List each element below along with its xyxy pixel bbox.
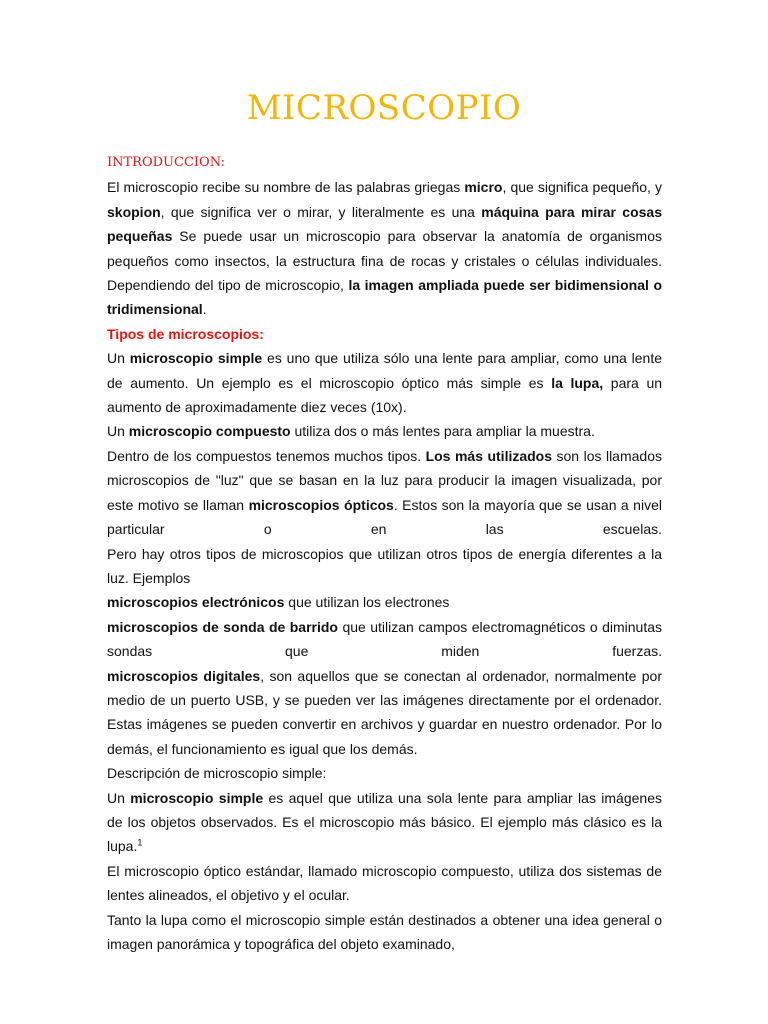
simple-paragraph: [107, 346, 662, 419]
document-body: [107, 151, 662, 956]
p10-text-c: es aquel que utiliza una sola lente para ampliar las imágenes de los objetos observados. Es el microscopio más básico. El ejemplo más clásico es la lupa.: [107, 789, 662, 855]
p1-bold-skopion: skopion: [107, 203, 161, 220]
optico-estandar-paragraph: El microscopio óptico estándar, llamado microscopio compuesto, utiliza dos sistemas de lentes alineados, el objetivo y el ocular.: [107, 862, 662, 904]
p6-bold-electronicos: microscopios electrónicos: [107, 594, 285, 611]
p3-text-c: utiliza dos o más lentes para ampliar la muestra.: [290, 423, 595, 440]
p3-bold-compuesto: microscopio compuesto: [128, 423, 291, 440]
intro-label: INTRODUCCION:: [107, 155, 225, 170]
p7-text-a: que utilizan campos electromagnéticos o diminutas sondas que miden fuerzas.: [107, 618, 662, 660]
p1-bold-imagen: la imagen ampliada puede ser bidimensional o tridimensional: [107, 277, 663, 318]
p2-text-a: Un: [107, 350, 130, 367]
digitales-paragraph: [107, 664, 662, 762]
p4-text-d: . Estos son la mayoría que se usan a nivel particular o en las escuelas.: [107, 496, 662, 538]
p4-bold-opticos: microscopios ópticos: [248, 496, 394, 513]
descripcion-heading: Descripción de microscopio simple:: [107, 765, 327, 782]
p3-text-a: Un: [107, 423, 129, 440]
document-title: MICROSCOPIO: [246, 88, 522, 128]
lupa-paragraph: Tanto la lupa como el microscopio simple están destinados a obtener una idea general o imagen panorámica y topográfica del objeto examinado,: [107, 911, 662, 952]
p7-bold-sonda: microscopios de sonda de barrido: [107, 618, 338, 635]
p1-text-c: , que significa pequeño, y: [502, 179, 663, 196]
compuesto-paragraph: [107, 419, 662, 443]
sonda-paragraph: [107, 615, 662, 664]
intro-paragraph: [107, 175, 662, 321]
p1-bold-micro: micro: [464, 179, 503, 196]
tipos-compuestos-paragraph: [107, 444, 662, 542]
otros-tipos-paragraph: Pero hay otros tipos de microscopios que utilizan otros tipos de energía diferentes a la luz. Ejemplos: [107, 545, 662, 586]
electronicos-paragraph: [107, 590, 662, 614]
simple-description-paragraph: [107, 786, 662, 859]
p2-bold-lupa: la lupa,: [551, 374, 604, 391]
p1-text-d: , que significa ver o mirar, y literalmente es una: [160, 203, 482, 220]
p2-bold-simple: microscopio simple: [129, 350, 263, 367]
tipos-heading: Tipos de microscopios:: [107, 325, 264, 342]
p1-text-f: .: [202, 301, 207, 318]
p4-text-c: son los llamados microscopios de "luz" que se basan en la luz para producir la imagen visualizada, por este motivo se llaman: [107, 447, 662, 513]
p1-bold-maquina: máquina para mirar cosas pequeñas: [107, 203, 663, 245]
p1-text-e: Se puede usar un microscopio para observar la anatomía de organismos pequeños como insectos, la estructura fina de rocas y cristales o células individuales. Dependiendo del tipo de microscopio,: [107, 228, 662, 294]
footnote-ref: 1: [137, 837, 143, 848]
p10-text-a: Un: [107, 789, 131, 806]
p4-bold-utilizados: Los más utilizados: [425, 447, 553, 464]
p2-text-c: es uno que utiliza sólo una lente para ampliar, como una lente de aumento. Un ejemplo es el microscopio óptico más simple es: [107, 350, 662, 391]
p10-bold-simple: microscopio simple: [130, 789, 264, 806]
p2-text-d: para un aumento de aproximadamente diez veces (10x).: [107, 374, 663, 416]
p4-text-a: Dentro de los compuestos tenemos muchos tipos.: [107, 447, 426, 464]
p8-text-a: , son aquellos que se conectan al ordenador, normalmente por medio de un puerto USB, y se pueden ver las imágenes directamente por el ordenador. Estas imágenes se pueden convertir en archivos y guardar en nuestro ordenador. Por lo demás, el funcionamiento es igual que los demás.: [107, 667, 662, 757]
p1-text-a: El microscopio recibe su nombre de las palabras griegas: [107, 179, 465, 196]
p6-text-a: que utilizan los electrones: [284, 594, 450, 611]
p8-bold-digitales: microscopios digitales: [107, 667, 261, 684]
